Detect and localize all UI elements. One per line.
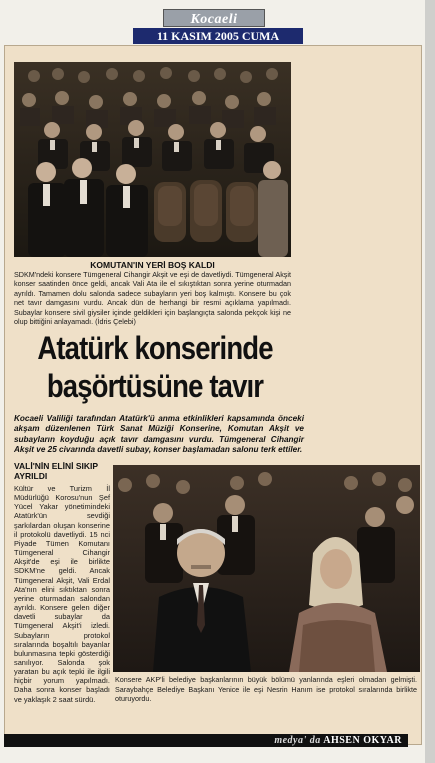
audience-photo-illustration <box>14 62 291 257</box>
footer-bar <box>4 734 408 747</box>
photo-concert-audience <box>14 62 291 257</box>
photo1-caption-title: KOMUTAN'IN YERİ BOŞ KALDI <box>90 260 215 270</box>
footer-byline <box>274 734 402 747</box>
mayor-photo-illustration <box>113 465 420 672</box>
date-banner: 11 KASIM 2005 CUMA <box>133 28 303 44</box>
photo-mayor-and-wife <box>113 465 420 672</box>
media-label: medya' da <box>274 735 321 746</box>
headline-line-2: başörtüsüne tavır <box>46 368 264 404</box>
photo1-caption: SDKM'ndeki konsere Tümgeneral Cihangir Akşit ve eşi de davetliydi. Tümgeneral Akşit konser saatinden önce geldi, ancak Vali Ata ile el sıkıştıktan sonra yerine oturmadan ayrıldı. Tamamen dolu salonda sadece subayların yeri boş kalmıştı. Konsere bu çok net tavır damgasını vurdu. Ancak dün de herhangi bir resmi açıklama yapılmadı. Subaylar konsere sivil giysiler içinde geldikleri için başlangıçta salonda pekçok kişi ne olup bittiğini anlayamadı. (İdris Çelebi) <box>14 270 291 327</box>
article-lead: Kocaeli Valiliği tarafından Atatürk'ü anma etkinlikleri kapsamında önceki akşam düzenlenen Türk Sanat Müziği Konserine, Komutan Akşit ve subayların koyduğu açık tavır damgasını vurdu. Tümgeneral Cihangir Akşit ve 25 civarında davetli subay, konser başlamadan salonu terk ettiler. <box>14 414 304 455</box>
photo2-caption: Konsere AKP'li belediye başkanlarının büyük bölümü yanlarında eşleri olmadan gelmişti. Saraybahçe Belediye Başkanı Yenice ile eşi Nesrin Hanım ise protokol sıralarında birlikte oturuyordu. <box>115 675 417 704</box>
headline-line-1: Atatürk konserinde <box>37 330 273 366</box>
newspaper-logo <box>163 9 265 27</box>
body-paragraph: Kültür ve Turizm İl Müdürlüğü Korosu'nun Şef Yücel Yakar yönetimindeki Atatürk'ün sevdiği şarkılardan oluşan konserine il protokolü davetliydi. 15 nci Piyade Tümen Komutanı Tümgeneral Cihangir Akşit'de eşi ile birlikte SDKM'ne geldi. Ancak Tümgeneral Akşit, Vali Erdal Ata'nın elini sıktıktan sonra yerine oturmadan salondan ayrıldı. Konsere gelen diğer davetli subaylar da Tümgeneral Akşit'i izledi. Subayların protokol sıralarında boşaltılı bayanlar bulunmasına tepki gösterdiği sanılıyor. Salonda şok yaratan bu açık tepki ile ilgili hiçbir yorum yapılmadı. Daha sonra konser başladı ve yaklaşık 2 saat sürdü. <box>14 484 110 704</box>
article-body <box>14 484 110 704</box>
headline <box>10 330 300 404</box>
logo-text: Kocaeli <box>190 12 238 27</box>
article-subhead: VALİ'NİN ELİNİ SIKIP AYRILDI <box>14 461 98 481</box>
page-edge <box>425 0 435 763</box>
author-name: AHSEN OKYAR <box>323 735 402 746</box>
